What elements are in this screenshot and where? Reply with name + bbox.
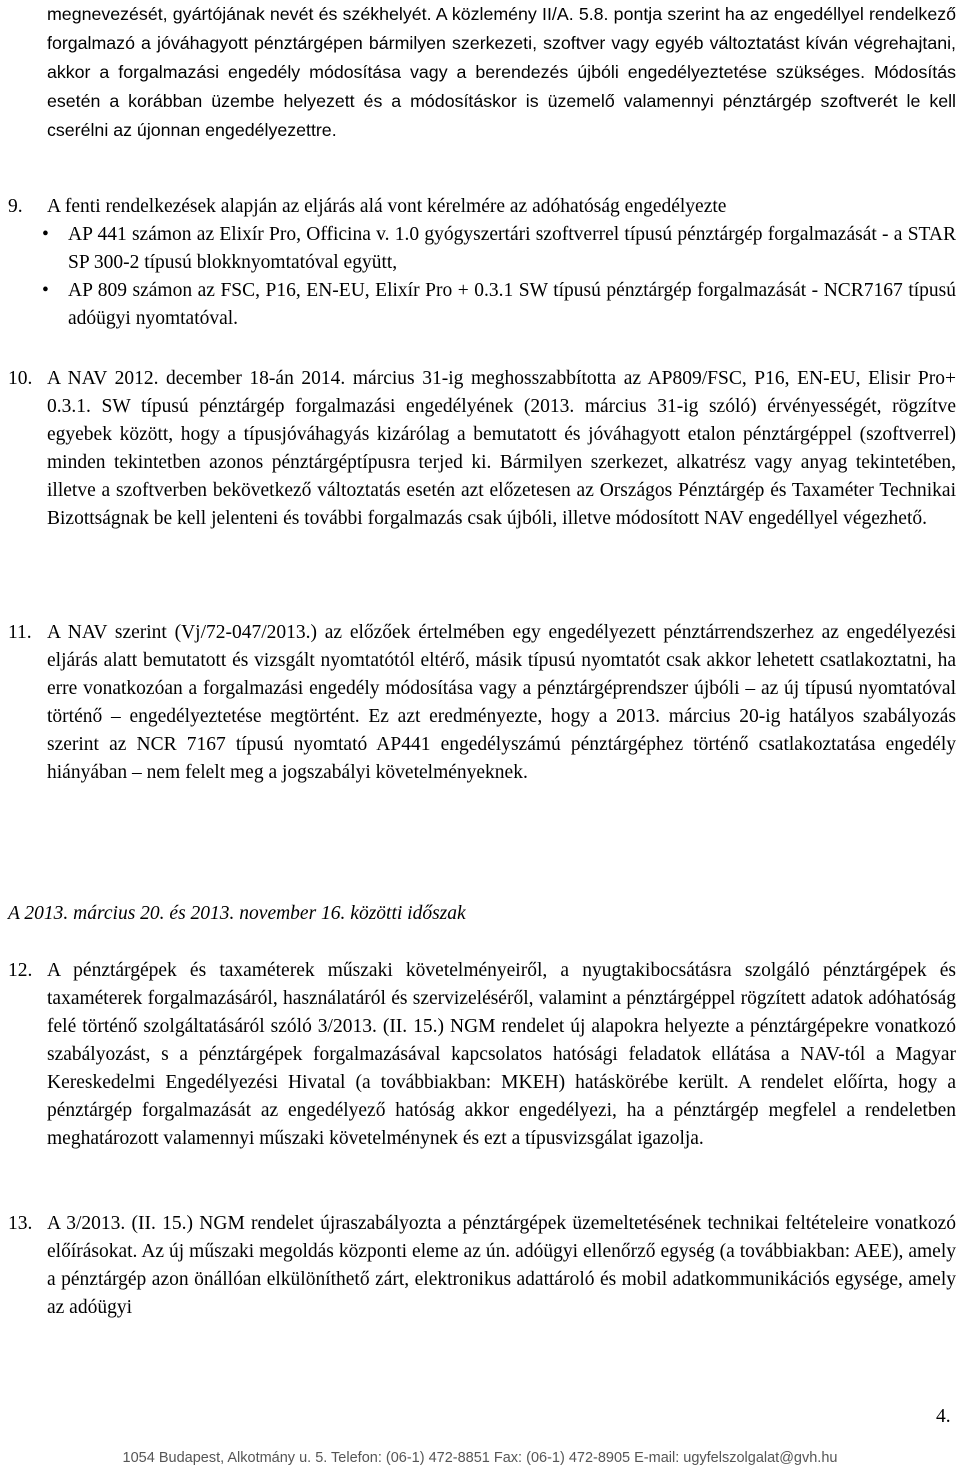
bullet-text: AP 441 számon az Elixír Pro, Officina v. 1.0 gyógyszertári szoftverrel típusú pénztárgép forgalmazását - a STAR SP 300-2 típusú blokknyomtatóval együtt, [68,224,956,273]
item-text: A 3/2013. (II. 15.) NGM rendelet újraszabályozta a pénztárgépek üzemeltetésének technikai feltételeire vonatkozó előírásokat. Az új műszaki megoldás központi eleme az ún. adóügyi ellenőrző egység (a továbbiakban: AEE), amely a pénztárgép azon önállóan elkülöníthető zárt, elektronikus adattároló és mobil adatkommunikációs egysége, amely az adóügyi [47,1213,956,1318]
item-number: 10. [8,368,33,389]
item-text: A NAV 2012. december 18-án 2014. március 31-ig meghosszabbította az AP809/FSC, P16, EN-EU, Elisir Pro+ 0.3.1. SW típusú pénztárgép forgalmazási engedélyének (2013. március 31-ig szóló) érvényességét, rögzítve egyebek között, hogy a típusjóváhagyás kizárólag a bemutatott és jóváhagyott etalon pénztárgéppel (szoftverrel) minden tekintetben azonos pénztárgéptípusra terjed ki. Bármilyen szerkezet, alkatrész vagy anyag tekintetében, illetve a szoftverben bekövetkező változtatás esetén azt előzetesen az Országos Pénztárgép és Taxaméter Technikai Bizottságnak be kell jelenteni és további forgalmazás csak újbóli, illetve módosított NAV engedéllyel végezhető. [47,368,956,529]
item-text: A fenti rendelkezések alapján az eljárás alá vont kérelmére az adóhatóság engedélyezte [47,196,727,217]
item-number: 11. [8,622,32,643]
page-number: 4. [936,1406,951,1427]
item-10 [8,365,956,533]
page-footer: 1054 Budapest, Alkotmány u. 5. Telefon: (06-1) 472-8851 Fax: (06-1) 472-8905 E-mail: ugyfelszolgalat@gvh.hu [122,1450,838,1466]
intro-text: megnevezését, gyártójának nevét és székhelyét. A közlemény II/A. 5.8. pontja szerint ha az engedéllyel rendelkező forgalmazó a jóváhagyott pénztárgépen bármilyen szerkezeti, szoftver vagy egyéb változtatást kíván végrehajtani, akkor a forgalmazási engedély módosítása vagy a berendezés újbóli engedélyeztetése szükséges. Módosítás esetén a korábban üzembe helyezett és a módosításkor is üzemelő valamennyi pénztárgép szoftverét le kell cserélni az újonnan engedélyezettre. [47,4,956,140]
bullet-text: AP 809 számon az FSC, P16, EN-EU, Elixír Pro + 0.3.1 SW típusú pénztárgép forgalmazását - NCR7167 típusú adóügyi nyomtatóval. [68,280,956,329]
item-number: 9. [8,196,23,217]
bullet-icon: • [42,280,49,301]
item-number: 13. [8,1213,33,1234]
bullet-item [0,221,956,277]
item-13 [8,1210,956,1322]
item-text: A NAV szerint (Vj/72-047/2013.) az előzőek értelmében egy engedélyezett pénztárrendszerhez az engedélyezési eljárás alatt bemutatott és vizsgált nyomtatótól eltérő, másik típusú nyomtatót csak akkor lehetett csatlakoztatni, ha erre vonatkozóan a forgalmazási engedély módosítása vagy a pénztárgéprendszer újbóli – az új típusú nyomtatóval történő – engedélyeztetése megtörtént. Ez azt eredményezte, hogy a 2013. március 20-ig hatályos szabályozás szerint az NCR 7167 típusú nyomtató AP441 engedélyszámú pénztárgéphez történő csatlakoztatása engedély hiányában – nem felelt meg a jogszabályi követelményeknek. [47,622,956,783]
item-text: A pénztárgépek és taxaméterek műszaki követelményeiről, a nyugtakibocsátásra szolgáló pénztárgépek és taxaméterek forgalmazásáról, használatáról és szervizeléséről, valamint a pénztárgéppel rögzített adatok adóhatóság felé történő szolgáltatásáról szóló 3/2013. (II. 15.) NGM rendelet új alapokra helyezte a pénztárgépekre vonatkozó szabályozást, s a pénztárgépek forgalmazásával kapcsolatos hatósági feladatok ellátása a NAV-tól a Magyar Kereskedelmi Engedélyezési Hivatal (a továbbiakban: MKEH) hatáskörébe került. A rendelet előírta, hogy a pénztárgép forgalmazását az engedélyező hatóság akkor engedélyezi, ha a pénztárgép megfelel a rendeletben meghatározott valamennyi műszaki követelménynek és ezt a típusvizsgálat igazolja. [47,960,956,1149]
item-number: 12. [8,960,33,981]
intro-paragraph [47,0,956,145]
item-9 [8,193,956,333]
item-11 [8,619,956,787]
item-12 [8,957,956,1153]
section-heading: A 2013. március 20. és 2013. november 16. közötti időszak [8,903,466,924]
bullet-item [0,277,956,333]
bullet-icon: • [42,224,49,245]
